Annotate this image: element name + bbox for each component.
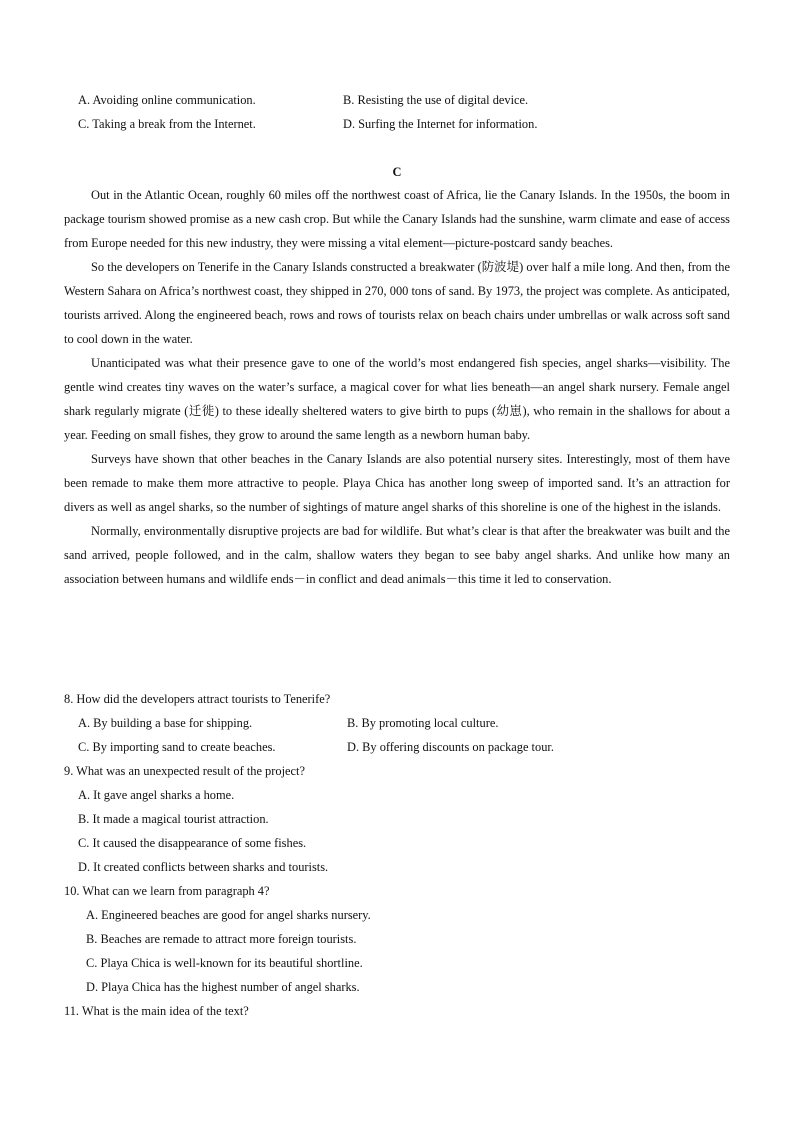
question-10-option-a: A. Engineered beaches are good for angel sharks nursery. <box>86 908 371 922</box>
prev-option-b: B. Resisting the use of digital device. <box>343 93 529 107</box>
question-9-stem: 9. What was an unexpected result of the project? <box>64 764 305 778</box>
question-9-option-b: B. It made a magical tourist attraction. <box>78 812 269 826</box>
question-9-option-d: D. It created conflicts between sharks and tourists. <box>78 860 329 874</box>
question-8-option-d: D. By offering discounts on package tour. <box>347 740 554 754</box>
passage <box>64 183 730 591</box>
passage-paragraph-2: So the developers on Tenerife in the Canary Islands constructed a breakwater (防波堤) over half a mile long. And then, from the Western Sahara on Africa’s northwest coast, they shipped in 270, 000 tons of sand. By 1973, the project was complete. As anticipated, tourists arrived. Along the engineered beach, rows and rows of tourists relax on beach chairs under umbrellas or walk across soft sand to cool down in the water. <box>64 260 730 346</box>
prev-option-a: A. Avoiding online communication. <box>78 93 256 107</box>
question-8-option-b: B. By promoting local culture. <box>347 716 499 730</box>
passage-paragraph-1: Out in the Atlantic Ocean, roughly 60 miles off the northwest coast of Africa, lie the Canary Islands. In the 1950s, the boom in package tourism showed promise as a new cash crop. But while the Canary Islands had the sunshine, warm climate and ease of access from Europe needed for this new industry, they were missing a vital element—picture-postcard sandy beaches. <box>64 188 730 250</box>
question-10-option-d: D. Playa Chica has the highest number of angel sharks. <box>86 980 360 994</box>
passage-paragraph-4: Surveys have shown that other beaches in the Canary Islands are also potential nursery sites. Interestingly, most of them have been remade to make them more attractive to people. Playa Chica has another long sweep of imported sand. It’s an attraction for divers as well as angel sharks, so the number of sightings of mature angel sharks of this shoreline is one of the highest in the islands. <box>64 452 730 514</box>
question-10-stem: 10. What can we learn from paragraph 4? <box>64 884 270 898</box>
passage-paragraph-3: Unanticipated was what their presence gave to one of the world’s most endangered fish species, angel sharks—visibility. The gentle wind creates tiny waves on the water’s surface, a magical cover for what lies beneath—an angel shark nursery. Female angel shark regularly migrate (迁徙) to these ideally sheltered waters to give birth to pups (幼崽), who remain in the shallows for about a year. Feeding on small fishes, they grow to around the same length as a newborn human baby. <box>64 356 730 442</box>
question-8-stem: 8. How did the developers attract tourists to Tenerife? <box>64 692 331 706</box>
question-9-option-c: C. It caused the disappearance of some fishes. <box>78 836 307 850</box>
question-9-option-a: A. It gave angel sharks a home. <box>78 788 235 802</box>
question-10-option-b: B. Beaches are remade to attract more foreign tourists. <box>86 932 357 946</box>
prev-option-c: C. Taking a break from the Internet. <box>78 117 256 131</box>
question-10-option-c: C. Playa Chica is well-known for its beautiful shortline. <box>86 956 363 970</box>
passage-paragraph-5: Normally, environmentally disruptive projects are bad for wildlife. But what’s clear is that after the breakwater was built and the sand arrived, people followed, and in the calm, shallow waters they began to see baby angel sharks. And unlike how many an association between humans and wildlife ends－in conflict and dead animals－this time it led to conservation. <box>64 524 730 586</box>
section-title: C <box>392 165 402 179</box>
question-8-option-c: C. By importing sand to create beaches. <box>78 740 276 754</box>
question-11-stem: 11. What is the main idea of the text? <box>64 1004 249 1018</box>
prev-option-d: D. Surfing the Internet for information. <box>343 117 538 131</box>
question-8-option-a: A. By building a base for shipping. <box>78 716 253 730</box>
